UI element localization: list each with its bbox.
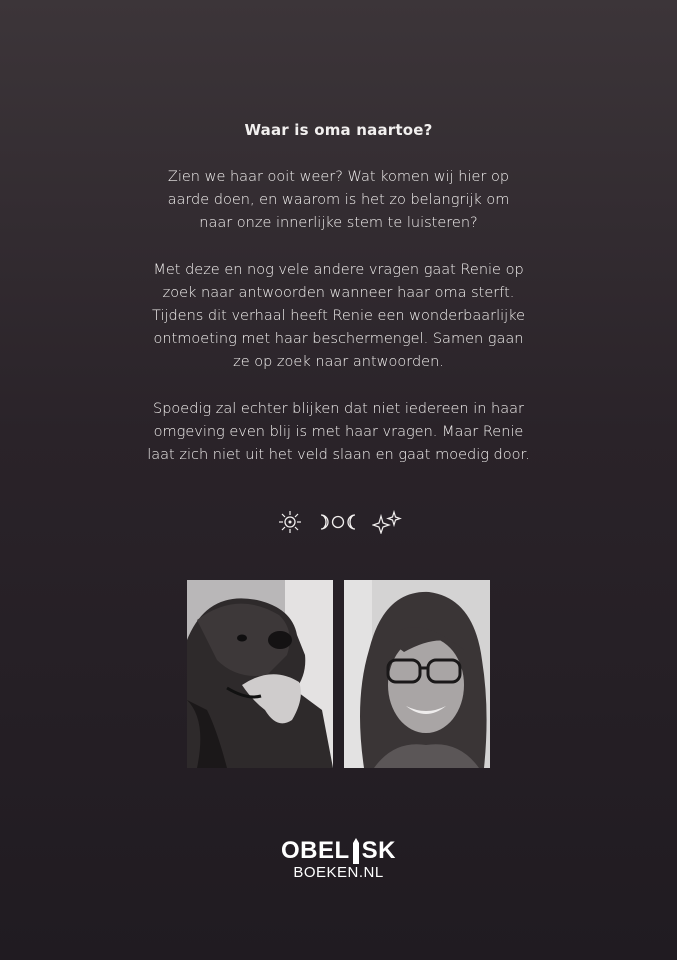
book-title: Waar is oma naartoe? [244, 121, 433, 139]
author-photo [344, 580, 490, 768]
blurb-line: Met deze en nog vele andere vragen gaat Renie op [153, 261, 524, 278]
dog-photo [187, 580, 333, 768]
moon-phases-icon [318, 510, 358, 534]
logo-text-left: OBEL [280, 837, 350, 864]
blurb-line: Zien we haar ooit weer? Wat komen wij hier op [167, 169, 510, 185]
publisher-logo [0, 838, 677, 882]
blurb-paragraph-1 [129, 166, 549, 236]
publisher-logo-sub: BOEKEN.NL [293, 864, 384, 881]
blurb-line: ontmoeting met haar beschermengel. Samen gaan [153, 331, 524, 348]
blurb-line: zoek naar antwoorden wanneer haar oma sterft. [162, 284, 515, 301]
sparkles-icon [372, 510, 402, 534]
blurb-paragraph-2 [129, 259, 549, 375]
back-cover-text [0, 118, 677, 490]
blurb-line: ze op zoek naar antwoorden. [233, 354, 444, 371]
blurb-line: omgeving even blij is met haar vragen. Maar Renie [153, 423, 524, 440]
publisher-logo-main [281, 838, 396, 864]
sun-icon [276, 510, 304, 534]
blurb-line: Spoedig zal echter blijken dat niet iedereen in haar [153, 400, 524, 417]
blurb-line: Tijdens dit verhaal heeft Renie een wonderbaarlijke [151, 308, 526, 325]
blurb-line: naar onze innerlijke stem te luisteren? [199, 215, 478, 232]
blurb-line: laat zich niet uit het veld slaan en gaat moedig door. [147, 447, 530, 464]
logo-text-right: SK [361, 837, 396, 864]
obelisk-icon [351, 838, 361, 864]
blurb-paragraph-3 [129, 398, 549, 468]
blurb-line: aarde doen, en waarom is het zo belangrijk om [167, 192, 510, 209]
ornament [0, 510, 677, 534]
